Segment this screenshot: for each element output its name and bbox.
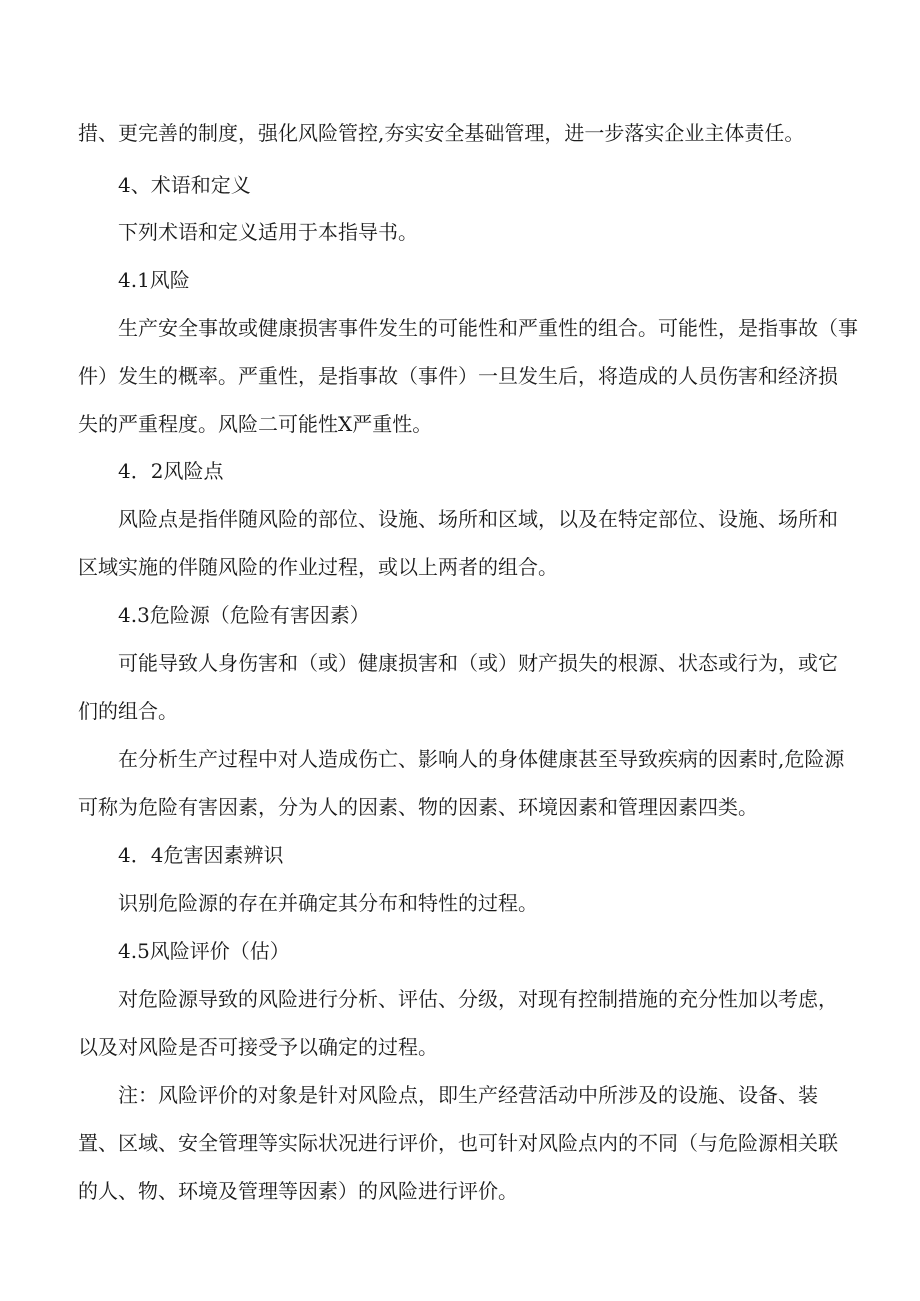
paragraph-line: 在分析生产过程中对人造成伤亡、影响人的身体健康甚至导致疾病的因素时,危险源 [118,747,845,771]
paragraph-line: 们的组合。 [78,699,178,723]
paragraph-line: 失的严重程度。风险二可能性X严重性。 [78,412,433,436]
subsection-heading: 4.3危险源（危险有害因素） [118,603,370,627]
paragraph-line: 风险点是指伴随风险的部位、设施、场所和区域，以及在特定部位、设施、场所和 [118,507,838,531]
note-line: 的人、物、环境及管理等因素）的风险进行评价。 [78,1179,518,1203]
subsection-heading: 4.1风险 [118,268,190,292]
paragraph-line: 生产安全事故或健康损害事件发生的可能性和严重性的组合。可能性，是指事故（事 [118,316,858,340]
paragraph-line: 件）发生的概率。严重性，是指事故（事件）一旦发生后，将造成的人员伤害和经济损 [78,364,838,388]
note-line: 注：风险评价的对象是针对风险点，即生产经营活动中所涉及的设施、设备、装 [118,1083,818,1107]
subsection-heading: 4．2风险点 [118,459,224,483]
paragraph-line: 措、更完善的制度，强化风险管控,夯实安全基础管理，进一步落实企业主体责任。 [78,121,805,145]
subsection-heading: 4．4危害因素辨识 [118,843,284,867]
paragraph-line: 以及对风险是否可接受予以确定的过程。 [78,1035,438,1059]
paragraph-line: 下列术语和定义适用于本指导书。 [118,220,418,244]
paragraph-line: 对危险源导致的风险进行分析、评估、分级，对现有控制措施的充分性加以考虑， [118,987,838,1011]
paragraph-line: 可称为危险有害因素，分为人的因素、物的因素、环境因素和管理因素四类。 [78,795,758,819]
paragraph-line: 区域实施的伴随风险的作业过程，或以上两者的组合。 [78,555,558,579]
note-line: 置、区域、安全管理等实际状况进行评价，也可针对风险点内的不同（与危险源相关联 [78,1131,838,1155]
paragraph-line: 识别危险源的存在并确定其分布和特性的过程。 [118,891,538,915]
subsection-heading: 4.5风险评价（估） [118,939,290,963]
section-heading: 4、术语和定义 [118,173,251,197]
paragraph-line: 可能导致人身伤害和（或）健康损害和（或）财产损失的根源、状态或行为，或它 [118,651,838,675]
